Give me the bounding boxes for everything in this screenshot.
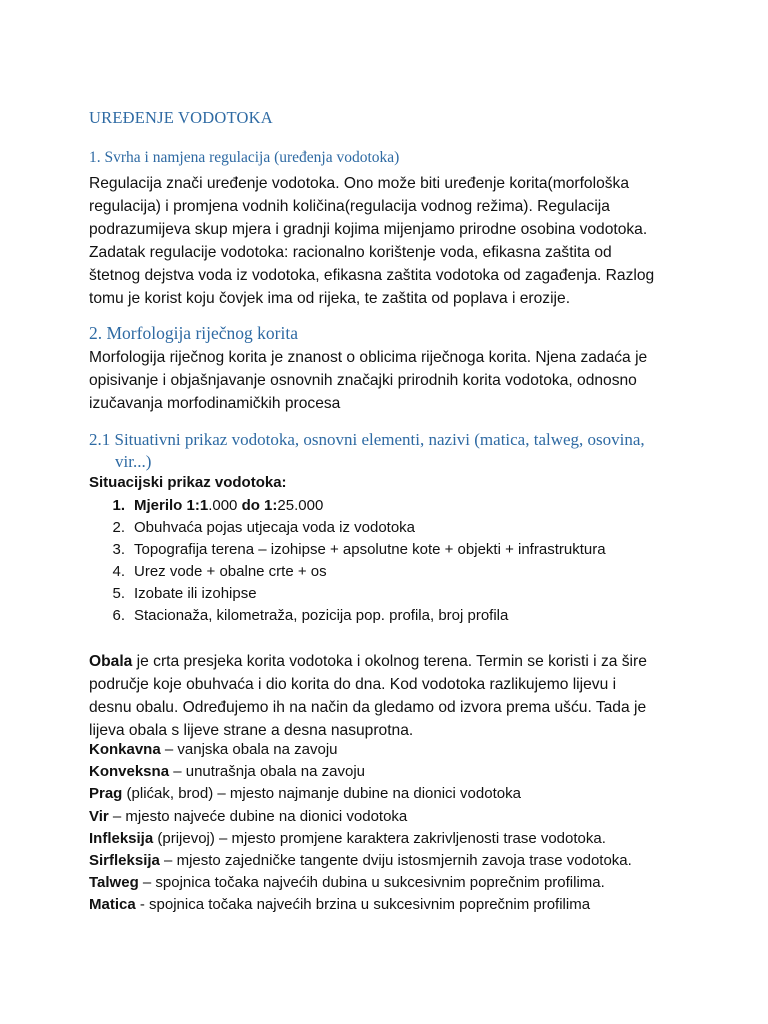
list-number: 4. bbox=[112, 563, 125, 580]
term: Konveksna bbox=[89, 763, 170, 781]
term-text: – mjesto najveće dubine na dionici vodotoka bbox=[108, 807, 408, 825]
term: Obala bbox=[89, 653, 133, 670]
paragraph-line: tomu je korist koju čovjek ima od rijeka, te zaštita od poplava i erozije. bbox=[89, 290, 571, 307]
paragraph-line: lijeva obala s lijeve strane a desna nasuprotna. bbox=[89, 722, 414, 739]
list-item bbox=[89, 605, 606, 627]
situation-label: Situacijski prikaz vodotoka: bbox=[89, 474, 287, 491]
list-number: 2. bbox=[112, 519, 125, 536]
definitions-list bbox=[89, 739, 632, 917]
paragraph-line: Zadatak regulacije vodotoka: racionalno korištenje voda, efikasna zaštita od bbox=[89, 244, 612, 261]
term: Talweg bbox=[89, 874, 139, 892]
section-1-paragraph bbox=[89, 172, 749, 310]
list-number: 1. bbox=[112, 497, 125, 514]
term: Matica bbox=[89, 896, 136, 914]
list-item bbox=[89, 495, 606, 517]
term-text: je crta presjeka korita vodotoka i okolnog terena. Termin se koristi i za šire bbox=[132, 653, 647, 670]
list-text: Urez vode + obalne crte + os bbox=[134, 563, 327, 580]
definition-item bbox=[89, 828, 632, 850]
scale-text-bold: do 1: bbox=[241, 497, 278, 514]
paragraph-line: područje koje obuhvaća i dio korita do dna. Kod vodotoka razlikujemo lijevu i bbox=[89, 676, 617, 693]
list-text: Obuhvaća pojas utjecaja voda iz vodotoka bbox=[134, 519, 416, 536]
definition-item bbox=[89, 761, 632, 783]
paragraph-line bbox=[89, 650, 749, 673]
scale-text: .000 bbox=[208, 497, 242, 514]
paragraph-line: štetnog dejstva voda iz vodotoka, efikasna zaštita vodotoka od zagađenja. Razlog bbox=[89, 267, 655, 284]
list-item bbox=[89, 583, 606, 605]
term: Sirfleksija bbox=[89, 852, 160, 870]
paragraph-line: podrazumijeva skup mjera i gradnji kojima mijenjamo prirodne osobina vodotoka. bbox=[89, 221, 648, 238]
heading-line: vir...) bbox=[115, 452, 152, 471]
term-text: (plićak, brod) – mjesto najmanje dubine na dionici vodotoka bbox=[122, 785, 521, 803]
scale-text-bold: Mjerilo 1:1 bbox=[134, 497, 209, 514]
term-text: – mjesto zajedničke tangente dviju istosmjernih zavoja trase vodotoka. bbox=[159, 852, 632, 870]
term: Konkavna bbox=[89, 741, 161, 758]
section-2-1-heading bbox=[89, 429, 739, 473]
list-item bbox=[89, 517, 606, 539]
section-1-heading: 1. Svrha i namjena regulacija (uređenja vodotoka) bbox=[89, 149, 400, 166]
list-text: Stacionaža, kilometraža, pozicija pop. profila, broj profila bbox=[134, 607, 509, 624]
definition-item bbox=[89, 894, 632, 916]
list-number: 5. bbox=[112, 585, 125, 602]
term-text: – vanjska obala na zavoju bbox=[160, 741, 338, 758]
term: Vir bbox=[89, 807, 109, 825]
list-number: 6. bbox=[112, 607, 125, 624]
paragraph-line: Regulacija znači uređenje vodotoka. Ono može biti uređenje korita(morfološka bbox=[89, 175, 630, 192]
section-2-paragraph bbox=[89, 346, 749, 415]
obala-paragraph bbox=[89, 650, 749, 742]
definition-item bbox=[89, 806, 632, 828]
paragraph-line: desnu obalu. Određujemo ih na način da gledamo od izvora prema ušću. Tada je bbox=[89, 699, 647, 716]
term-text: – spojnica točaka najvećih dubina u sukcesivnim poprečnim profilima. bbox=[138, 874, 605, 892]
paragraph-line: Morfologija riječnog korita je znanost o oblicima riječnoga korita. Njena zadaća je bbox=[89, 349, 648, 366]
definition-item bbox=[89, 850, 632, 872]
section-2-heading: 2. Morfologija riječnog korita bbox=[89, 323, 298, 343]
definition-item bbox=[89, 783, 632, 805]
heading-line: 2.1 Situativni prikaz vodotoka, osnovni elementi, nazivi (matica, talweg, osovina, bbox=[89, 430, 645, 449]
term: Prag bbox=[89, 785, 123, 803]
list-number: 3. bbox=[112, 541, 125, 558]
definition-item bbox=[89, 739, 632, 761]
list-text: Izobate ili izohipse bbox=[134, 585, 257, 602]
term-text: – unutrašnja obala na zavoju bbox=[169, 763, 366, 781]
paragraph-line: opisivanje i objašnjavanje osnovnih značajki prirodnih korita vodotoka, odnosno bbox=[89, 372, 637, 389]
situation-list bbox=[89, 495, 606, 627]
term-text: - spojnica točaka najvećih brzina u sukcesivnim poprečnim profilima bbox=[135, 896, 591, 914]
list-item bbox=[89, 561, 606, 583]
list-item bbox=[89, 539, 606, 561]
list-text: Topografija terena – izohipse + apsolutne kote + objekti + infrastruktura bbox=[134, 541, 606, 558]
scale-text: 25.000 bbox=[277, 497, 324, 514]
document-title: UREĐENJE VODOTOKA bbox=[89, 108, 273, 127]
paragraph-line: izučavanja morfodinamičkih procesa bbox=[89, 395, 341, 412]
term-text: (prijevoj) – mjesto promjene karaktera zakrivljenosti trase vodotoka. bbox=[153, 829, 606, 847]
paragraph-line: regulacija) i promjena vodnih količina(regulacija vodnog režima). Regulacija bbox=[89, 198, 610, 215]
definition-item bbox=[89, 872, 632, 894]
term: Infleksija bbox=[89, 829, 154, 847]
